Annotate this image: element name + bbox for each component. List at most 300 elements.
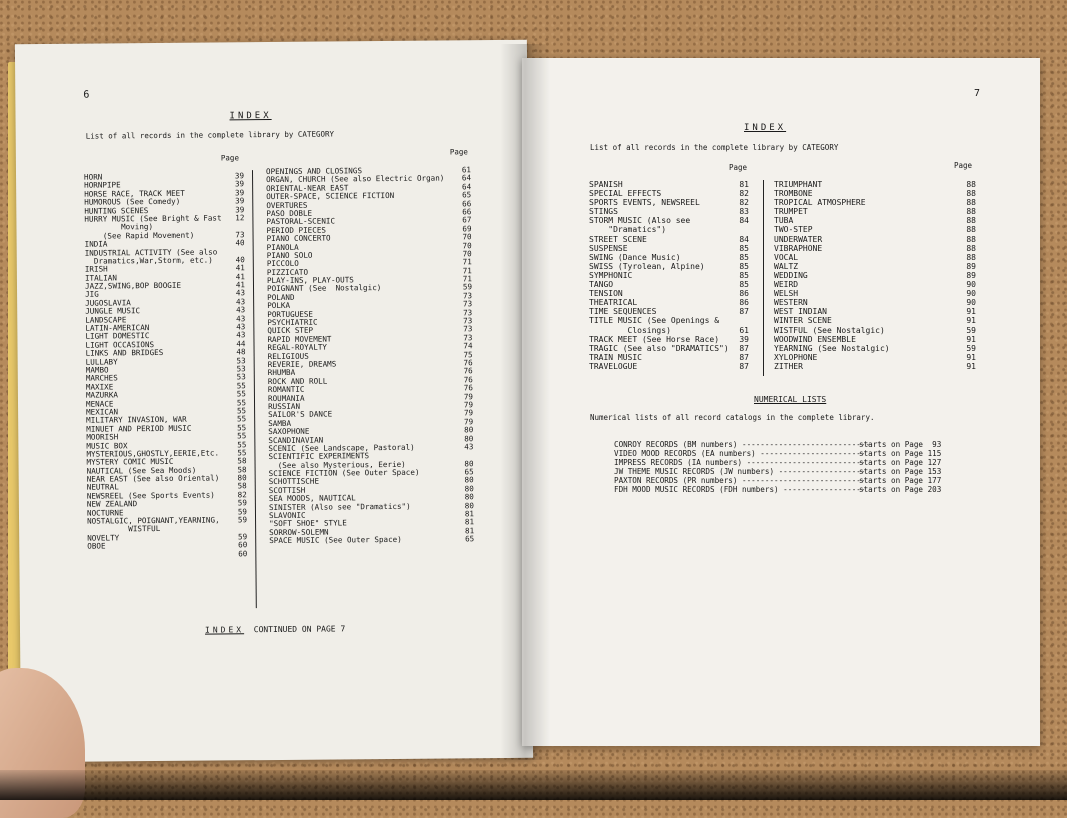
col-a-header: Page: [729, 163, 748, 172]
catalog-start-page: starts on Page 115: [859, 449, 942, 458]
entry-category: LINKS AND BRIDGES: [85, 348, 164, 358]
entry-category: SAXOPHONE: [268, 426, 310, 437]
index-entry: [774, 253, 976, 262]
entry-page: 66: [462, 198, 472, 208]
entry-page: 80: [464, 425, 474, 435]
entry-category: MEXICAN: [86, 407, 119, 417]
catalog-start-page: starts on Page 127: [859, 458, 942, 467]
index-entry: [589, 180, 749, 189]
index-entry: [589, 289, 749, 298]
entry-page: 43: [235, 297, 246, 307]
entry-category: ROCK AND ROLL: [267, 376, 328, 386]
entry-page: 43: [236, 330, 246, 340]
entry-page: 89: [966, 261, 976, 271]
entry-page: 76: [463, 375, 473, 385]
entry-category: SYMPHONIC: [589, 270, 633, 280]
entry-page: 86: [739, 289, 749, 299]
entry-page: 39: [235, 196, 245, 206]
entry-page: 55: [236, 397, 247, 407]
entry-category: REVERIE, DREAMS: [267, 359, 337, 370]
entry-page: 69: [462, 224, 472, 234]
catalog-entry: [614, 458, 954, 467]
entry-page: 55: [236, 381, 246, 391]
index-heading: INDEX: [744, 123, 787, 133]
index-entry: [589, 189, 749, 198]
entry-page: 91: [966, 307, 976, 317]
entry-page: 85: [739, 280, 749, 290]
entry-page: 90: [966, 298, 976, 308]
column-divider: [252, 170, 257, 608]
entry-category: WISTFUL: [87, 524, 161, 535]
entry-page: 75: [463, 349, 473, 359]
entry-page: 64: [461, 182, 472, 192]
index-entry: [774, 353, 976, 362]
entry-category: SCENIC (See Landscape, Pastoral): [268, 442, 415, 453]
entry-page: 85: [739, 270, 749, 280]
entry-page: 80: [464, 492, 474, 502]
entry-category: MAZURKA: [85, 390, 118, 400]
index-entry: [269, 535, 474, 545]
entry-page: 55: [237, 431, 247, 441]
entry-page: 79: [463, 416, 474, 427]
entry-category: WEIRD: [774, 280, 799, 290]
entry-category: Closings): [589, 325, 671, 335]
entry-page: 73: [462, 291, 473, 301]
entry-category: HUNTING SCENES: [84, 205, 149, 216]
entry-category: TIME SEQUENCES: [589, 307, 657, 317]
entry-page: 90: [966, 280, 976, 290]
entry-page: 39: [234, 179, 245, 189]
entry-category: HORNPIPE: [84, 180, 121, 191]
entry-category: OVERTURES: [266, 200, 308, 210]
index-entry: [589, 335, 749, 344]
index-entry: [774, 198, 976, 207]
entry-category: MYSTERIOUS,GHOSTLY,EERIE,Etc.: [86, 448, 220, 459]
entry-category: VIBRAPHONE: [774, 243, 823, 253]
entry-category: TITLE MUSIC (See Openings &: [589, 316, 720, 326]
entry-page: 91: [966, 352, 976, 362]
entry-category: SPANISH: [589, 180, 623, 189]
entry-page: 48: [236, 347, 246, 357]
index-entry: [774, 262, 976, 271]
entry-category: NEW ZEALAND: [86, 499, 138, 509]
entry-page: 73: [463, 307, 473, 317]
entry-category: PSYCHIATRIC: [267, 317, 318, 328]
entry-category: SUSPENSE: [589, 243, 628, 253]
entry-page: 39: [235, 204, 245, 214]
entry-page: 59: [237, 506, 248, 516]
entry-category: LIGHT DOMESTIC: [85, 331, 150, 342]
entry-page: 82: [237, 490, 247, 500]
entry-category: TRAGIC (See also "DRAMATICS"): [589, 343, 729, 353]
entry-category: MINUET AND PERIOD MUSIC: [86, 423, 192, 434]
entry-category: RELIGIOUS: [267, 351, 309, 361]
entry-page: 55: [236, 389, 246, 399]
entry-page: 43: [464, 442, 474, 452]
entry-page: 73: [463, 333, 473, 343]
index-entry: [589, 298, 749, 307]
entry-page: 88: [966, 216, 976, 226]
entry-page: 85: [739, 243, 749, 253]
entry-category: NOCTURNE: [86, 507, 124, 518]
entry-category: MAMBO: [85, 365, 109, 375]
catalog-name: PAXTON RECORDS (PR numbers) ---------------------------: [614, 476, 866, 485]
entry-category: TROPICAL ATMOSPHERE: [774, 198, 866, 208]
entry-category: WEDDING: [774, 270, 808, 280]
entry-category: WINTER SCENE: [774, 316, 832, 326]
index-entry: [774, 316, 976, 325]
index-entry: [589, 198, 749, 207]
entry-category: PIANO CONCERTO: [266, 233, 331, 244]
entry-page: 84: [739, 234, 749, 244]
entry-category: Dramatics,War,Storm, etc.): [84, 255, 213, 266]
entry-page: 89: [966, 270, 976, 280]
index-entry: [774, 235, 976, 244]
entry-page: 71: [462, 274, 472, 284]
bottom-shadow: [0, 770, 1067, 800]
entry-page: 74: [463, 341, 473, 351]
entry-page: 79: [463, 400, 474, 410]
entry-page: 88: [966, 234, 976, 244]
entry-page: 70: [462, 240, 472, 250]
entry-page: 73: [463, 316, 473, 326]
entry-page: 81: [464, 526, 475, 536]
entry-page: 87: [739, 361, 749, 371]
catalog-name: JW THEME MUSIC RECORDS (JW numbers) -------------------: [614, 467, 866, 476]
entry-category: STORM MUSIC (Also see: [589, 216, 691, 226]
entry-category: NEAR EAST (See also Oriental): [86, 473, 220, 484]
entry-category: (See also Mysterious, Eerie): [268, 459, 406, 470]
index-entry: [589, 225, 749, 234]
entry-page: 84: [739, 216, 749, 226]
entry-page: 43: [236, 322, 246, 332]
entry-page: 73: [463, 324, 473, 334]
entry-category: PIZZICATO: [266, 267, 309, 277]
entry-page: 79: [463, 391, 474, 401]
entry-category: ITALIAN: [84, 273, 117, 283]
entry-page: 86: [739, 298, 749, 308]
index-subtitle: List of all records in the complete library by CATEGORY: [590, 143, 839, 152]
index-column-a: [84, 172, 247, 559]
entry-category: WELSH: [774, 289, 799, 299]
entry-category: SPORTS EVENTS, NEWSREEL: [589, 198, 700, 208]
entry-page: 59: [237, 532, 248, 542]
footer-text: CONTINUED ON PAGE 7: [253, 624, 346, 635]
entry-page: 65: [464, 467, 474, 477]
index-entry: [774, 362, 976, 371]
entry-page: 82: [739, 189, 749, 199]
entry-category: MILITARY INVASION, WAR: [86, 415, 187, 425]
entry-category: PERIOD PIECES: [266, 225, 326, 235]
entry-category: WISTFUL (See Nostalgic): [774, 325, 885, 335]
entry-category: PASTORAL-SCENIC: [266, 216, 336, 227]
entry-page: 73: [462, 299, 473, 309]
entry-page: 88: [966, 189, 976, 199]
entry-category: SLAVONIC: [268, 510, 306, 521]
catalog-name: IMPRESS RECORDS (IA numbers) --------------------------: [614, 458, 866, 467]
entry-page: 58: [237, 481, 247, 491]
entry-page: 40: [235, 238, 245, 248]
entry-category: (See Rapid Movement): [84, 230, 195, 241]
entry-page: 81: [464, 509, 475, 519]
index-entry: [774, 189, 976, 198]
entry-page: 79: [463, 408, 474, 418]
entry-page: 87: [739, 307, 749, 317]
entry-category: VOCAL: [774, 252, 799, 262]
catalog-start-page: starts on Page 153: [859, 467, 942, 476]
entry-page: 53: [236, 364, 246, 374]
entry-category: TENSION: [589, 289, 623, 299]
entry-page: 71: [462, 265, 472, 276]
entry-category: LIGHT OCCASIONS: [85, 339, 155, 350]
numerical-lists-heading: NUMERICAL LISTS: [754, 395, 827, 404]
entry-category: TANGO: [589, 280, 614, 290]
left-page: [15, 40, 533, 762]
index-entry: [589, 216, 749, 225]
entry-category: QUICK STEP: [267, 326, 314, 336]
entry-page: 82: [739, 198, 749, 208]
entry-category: RHUMBA: [267, 368, 296, 378]
entry-page: 76: [463, 358, 473, 368]
entry-page: 53: [236, 372, 246, 382]
entry-page: 91: [966, 334, 976, 344]
index-entry: [589, 362, 749, 371]
entry-category: REGAL-ROYALTY: [267, 342, 328, 353]
entry-page: 91: [966, 361, 976, 371]
index-entry: [589, 307, 749, 316]
entry-page: 39: [739, 334, 749, 344]
entry-category: PIANOLA: [266, 242, 299, 252]
entry-category: PIANO SOLO: [266, 250, 313, 260]
col-a-header: Page: [220, 153, 239, 163]
catalog-entry: [614, 449, 954, 458]
entry-category: TRIUMPHANT: [774, 180, 823, 189]
entry-category: POIGNANT (See Nostalgic): [266, 283, 382, 294]
entry-page: 80: [464, 484, 474, 494]
index-entry: [589, 235, 749, 244]
right-page: [522, 58, 1040, 746]
entry-category: TRACK MEET (See Horse Race): [589, 334, 720, 344]
entry-category: WOODWIND ENSEMBLE: [774, 334, 856, 344]
entry-category: TUBA: [774, 216, 794, 226]
entry-page: 59: [462, 282, 473, 292]
entry-category: SWING (Dance Music): [589, 252, 681, 262]
entry-category: HORN: [84, 172, 103, 182]
column-divider: [763, 180, 764, 376]
entry-category: PORTUGUESE: [267, 309, 313, 319]
entry-category: JIG: [85, 289, 99, 300]
entry-page: 85: [739, 252, 749, 262]
entry-category: RAPID MOVEMENT: [267, 334, 332, 344]
entry-page: 58: [237, 464, 247, 474]
entry-category: INDUSTRIAL ACTIVITY (See also: [84, 247, 218, 258]
col-b-header: Page: [449, 147, 468, 157]
entry-page: 65: [465, 534, 475, 544]
entry-page: 60: [238, 540, 248, 550]
entry-category: MENACE: [85, 398, 114, 409]
footer-index: INDEX: [204, 625, 245, 635]
entry-page: 71: [462, 257, 472, 267]
entry-page: 80: [464, 475, 474, 485]
entry-category: JUNGLE MUSIC: [85, 306, 141, 316]
entry-page: 85: [739, 261, 749, 271]
index-entry: [774, 225, 976, 234]
index-entry: [774, 326, 976, 335]
entry-page: 55: [236, 406, 247, 416]
entry-page: 53: [236, 355, 246, 365]
index-entry: [774, 335, 976, 344]
entry-category: SAMBA: [268, 418, 292, 428]
index-subtitle: List of all records in the complete library by CATEGORY: [85, 129, 335, 141]
entry-category: POLKA: [267, 301, 291, 311]
entry-category: OUTER-SPACE, SCIENCE FICTION: [266, 191, 395, 202]
index-entry: [589, 253, 749, 262]
entry-category: TRAIN MUSIC: [589, 352, 642, 362]
entry-category: SCOTTISH: [268, 485, 306, 495]
index-entry: [589, 271, 749, 280]
index-entry: [589, 316, 749, 325]
index-entry: [589, 326, 749, 335]
entry-page: 81: [739, 180, 749, 189]
entry-page: 88: [966, 180, 976, 189]
entry-page: 59: [237, 515, 248, 525]
index-column-a: [589, 180, 749, 371]
catalog-start-page: starts on Page 177: [859, 476, 942, 485]
entry-page: 55: [237, 422, 247, 433]
index-entry: [774, 216, 976, 225]
entry-page: 39: [234, 188, 245, 198]
index-entry: [774, 280, 976, 289]
entry-page: 67: [462, 215, 472, 225]
entry-category: PLAY-INS, PLAY-OUTS: [266, 275, 354, 286]
entry-category: TRUMPET: [774, 207, 808, 217]
entry-category: SPACE MUSIC (See Outer Space): [269, 535, 402, 546]
entry-category: MARCHES: [85, 373, 118, 384]
entry-page: 60: [238, 548, 248, 558]
entry-page: 90: [966, 289, 976, 299]
index-heading: INDEX: [229, 111, 272, 122]
col-b-header: Page: [954, 161, 973, 170]
entry-category: Moving): [84, 222, 154, 232]
entry-page: 59: [237, 498, 247, 508]
entry-page: 87: [739, 352, 749, 362]
entry-category: SWISS (Tyrolean, Alpine): [589, 261, 705, 271]
index-entry: [774, 244, 976, 253]
catalog-entry: [614, 467, 954, 476]
entry-category: NEUTRAL: [86, 482, 119, 493]
entry-category: SCHOTTISCHE: [268, 477, 320, 487]
entry-page: 43: [235, 288, 246, 298]
catalog-start-page: starts on Page 203: [859, 485, 942, 494]
entry-category: ORGAN, CHURCH (See also Electric Organ): [266, 173, 445, 185]
index-entry: [589, 262, 749, 271]
entry-page: 44: [236, 339, 246, 349]
index-entry: [589, 207, 749, 216]
entry-page: 41: [235, 271, 245, 282]
entry-category: INDIA: [84, 239, 108, 249]
entry-category: YEARNING (See Nostalgic): [774, 343, 890, 353]
catalog-name: VIDEO MOOD RECORDS (EA numbers) -----------------------: [614, 449, 866, 458]
entry-category: MUSIC BOX: [86, 440, 128, 451]
entry-category: ZITHER: [774, 361, 803, 371]
entry-category: SCIENCE FICTION (See Outer Space): [268, 467, 420, 479]
entry-category: SINISTER (Also see "Dramatics"): [268, 501, 411, 512]
catalog-entry: [614, 440, 954, 449]
entry-page: 81: [464, 517, 475, 527]
entry-page: 76: [463, 383, 473, 393]
index-entry: [774, 207, 976, 216]
entry-category: LATIN-AMERICAN: [85, 323, 150, 333]
entry-category: SCIENTIFIC EXPERIMENTS: [268, 451, 370, 462]
entry-page: 66: [462, 207, 472, 217]
entry-category: SCANDINAVIAN: [268, 435, 324, 445]
footer-note: [205, 625, 345, 635]
entry-page: 80: [464, 458, 474, 469]
index-entry: [774, 344, 976, 353]
entry-page: 65: [462, 190, 472, 200]
entry-category: PASO DOBLE: [266, 208, 313, 219]
entry-category: MYSTERY COMIC MUSIC: [86, 457, 174, 467]
index-entry: [589, 344, 749, 353]
index-column-b: [266, 166, 474, 545]
entry-category: WALTZ: [774, 261, 799, 271]
entry-category: POLAND: [267, 292, 295, 302]
index-column-b: [774, 180, 976, 371]
entry-category: RUSSIAN: [268, 401, 301, 411]
entry-page: 88: [966, 225, 976, 235]
entry-category: STREET SCENE: [589, 234, 647, 244]
entry-page: 87: [739, 343, 749, 353]
index-entry: [589, 280, 749, 289]
catalog-start-page: starts on Page 93: [859, 440, 942, 449]
catalog-entry: [614, 485, 954, 494]
entry-category: LANDSCAPE: [85, 314, 127, 325]
entry-category: "SOFT SHOE" STYLE: [269, 518, 347, 529]
entry-page: 59: [966, 343, 976, 353]
entry-category: PICCOLO: [266, 259, 299, 269]
entry-category: SORROW-SOLEMN: [269, 527, 329, 537]
entry-category: "Dramatics"): [589, 225, 667, 235]
entry-category: OBOE: [87, 541, 106, 551]
entry-page: 80: [237, 473, 247, 483]
entry-category: NOVELTY: [87, 533, 120, 543]
entry-page: 41: [235, 280, 246, 290]
entry-category: MAXIXE: [85, 382, 114, 392]
entry-page: 61: [739, 325, 749, 335]
entry-page: 55: [237, 439, 247, 449]
index-entry: [774, 298, 976, 307]
entry-category: TROMBONE: [774, 189, 813, 199]
index-entry: [774, 180, 976, 189]
entry-category: JAZZ,SWING,BOP BOOGIE: [84, 280, 182, 291]
entry-category: UNDERWATER: [774, 234, 823, 244]
entry-page: 88: [966, 243, 976, 253]
entry-category: ORIENTAL-NEAR EAST: [266, 183, 349, 193]
entry-category: TWO-STEP: [774, 225, 813, 235]
entry-page: 43: [236, 305, 246, 315]
entry-category: WEST INDIAN: [774, 307, 827, 317]
entry-category: IRISH: [84, 264, 108, 274]
index-entry: [774, 271, 976, 280]
entry-page: 55: [237, 448, 247, 458]
entry-category: NAUTICAL (See Sea Moods): [86, 465, 197, 476]
entry-category: SEA MOODS, NAUTICAL: [268, 493, 356, 504]
entry-category: NOSTALGIC, POIGNANT,YEARNING,: [87, 515, 220, 526]
entry-page: 80: [464, 433, 474, 443]
entry-category: HUMOROUS (See Comedy): [84, 196, 181, 207]
entry-category: STINGS: [589, 207, 618, 217]
entry-page: 88: [966, 252, 976, 262]
